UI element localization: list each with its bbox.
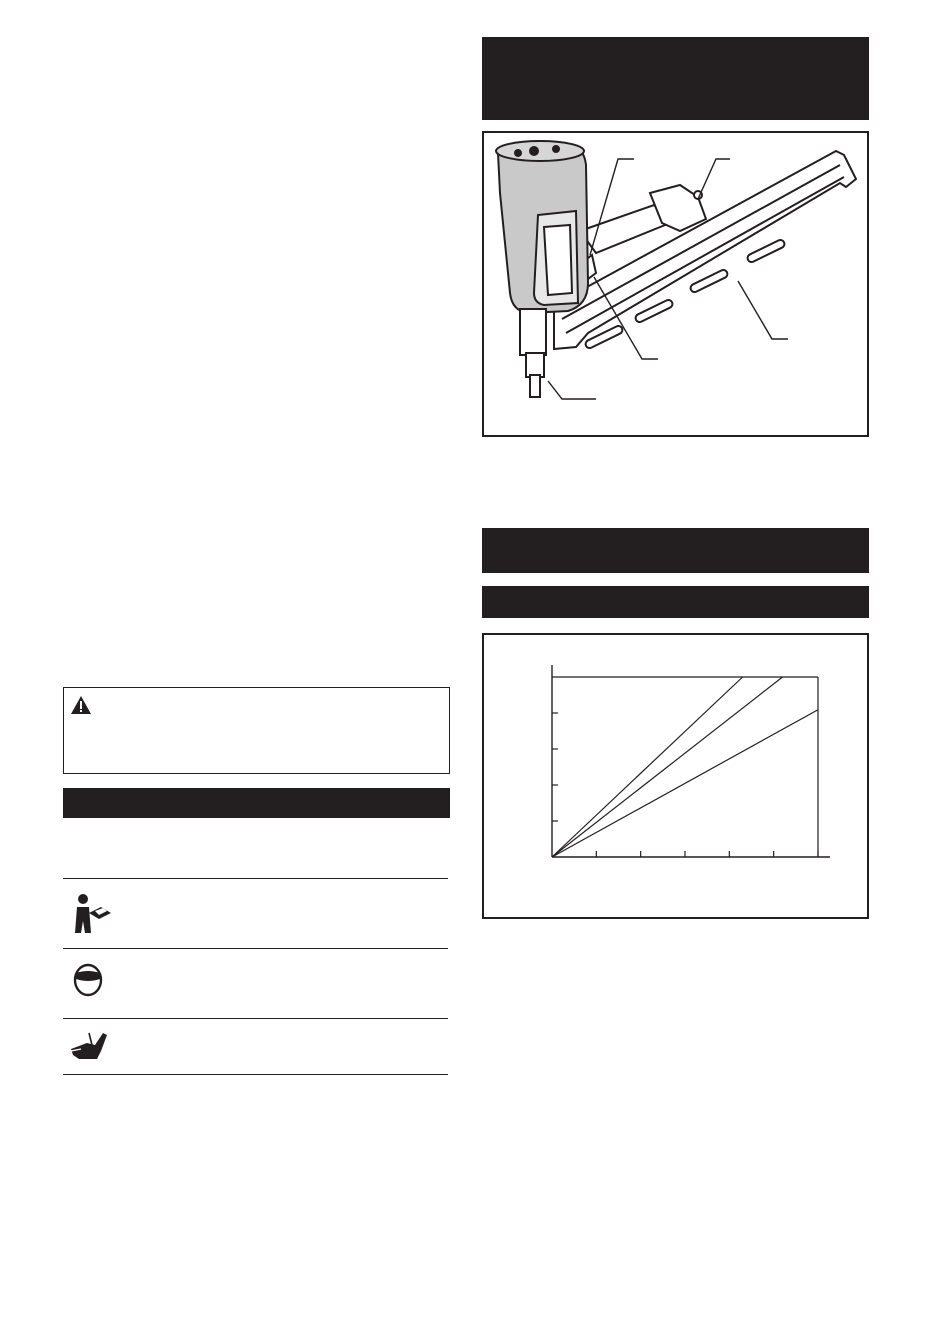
symbol-row-goggles bbox=[63, 949, 448, 1018]
section-header-2 bbox=[482, 528, 869, 573]
symbols-header bbox=[63, 788, 450, 818]
section-header-1 bbox=[482, 37, 869, 120]
symbols-intro bbox=[63, 826, 450, 866]
safety-goggles-icon bbox=[73, 963, 103, 997]
symbol-row-manual bbox=[63, 879, 448, 948]
warning-box bbox=[63, 687, 450, 774]
tool-body bbox=[496, 141, 588, 313]
nose bbox=[520, 309, 546, 397]
symbol-row-hand bbox=[63, 1019, 448, 1074]
read-manual-icon bbox=[73, 893, 113, 935]
nailer-illustration bbox=[484, 133, 867, 435]
warning-triangle-icon bbox=[70, 695, 92, 715]
line-chart bbox=[484, 635, 867, 917]
series-line-2 bbox=[552, 677, 783, 857]
tool-illustration-figure bbox=[482, 131, 869, 437]
hand-injury-icon bbox=[69, 1029, 113, 1063]
chart-frame bbox=[482, 633, 869, 919]
symbols-divider-bottom bbox=[63, 1074, 448, 1075]
subsection-header bbox=[482, 586, 869, 618]
